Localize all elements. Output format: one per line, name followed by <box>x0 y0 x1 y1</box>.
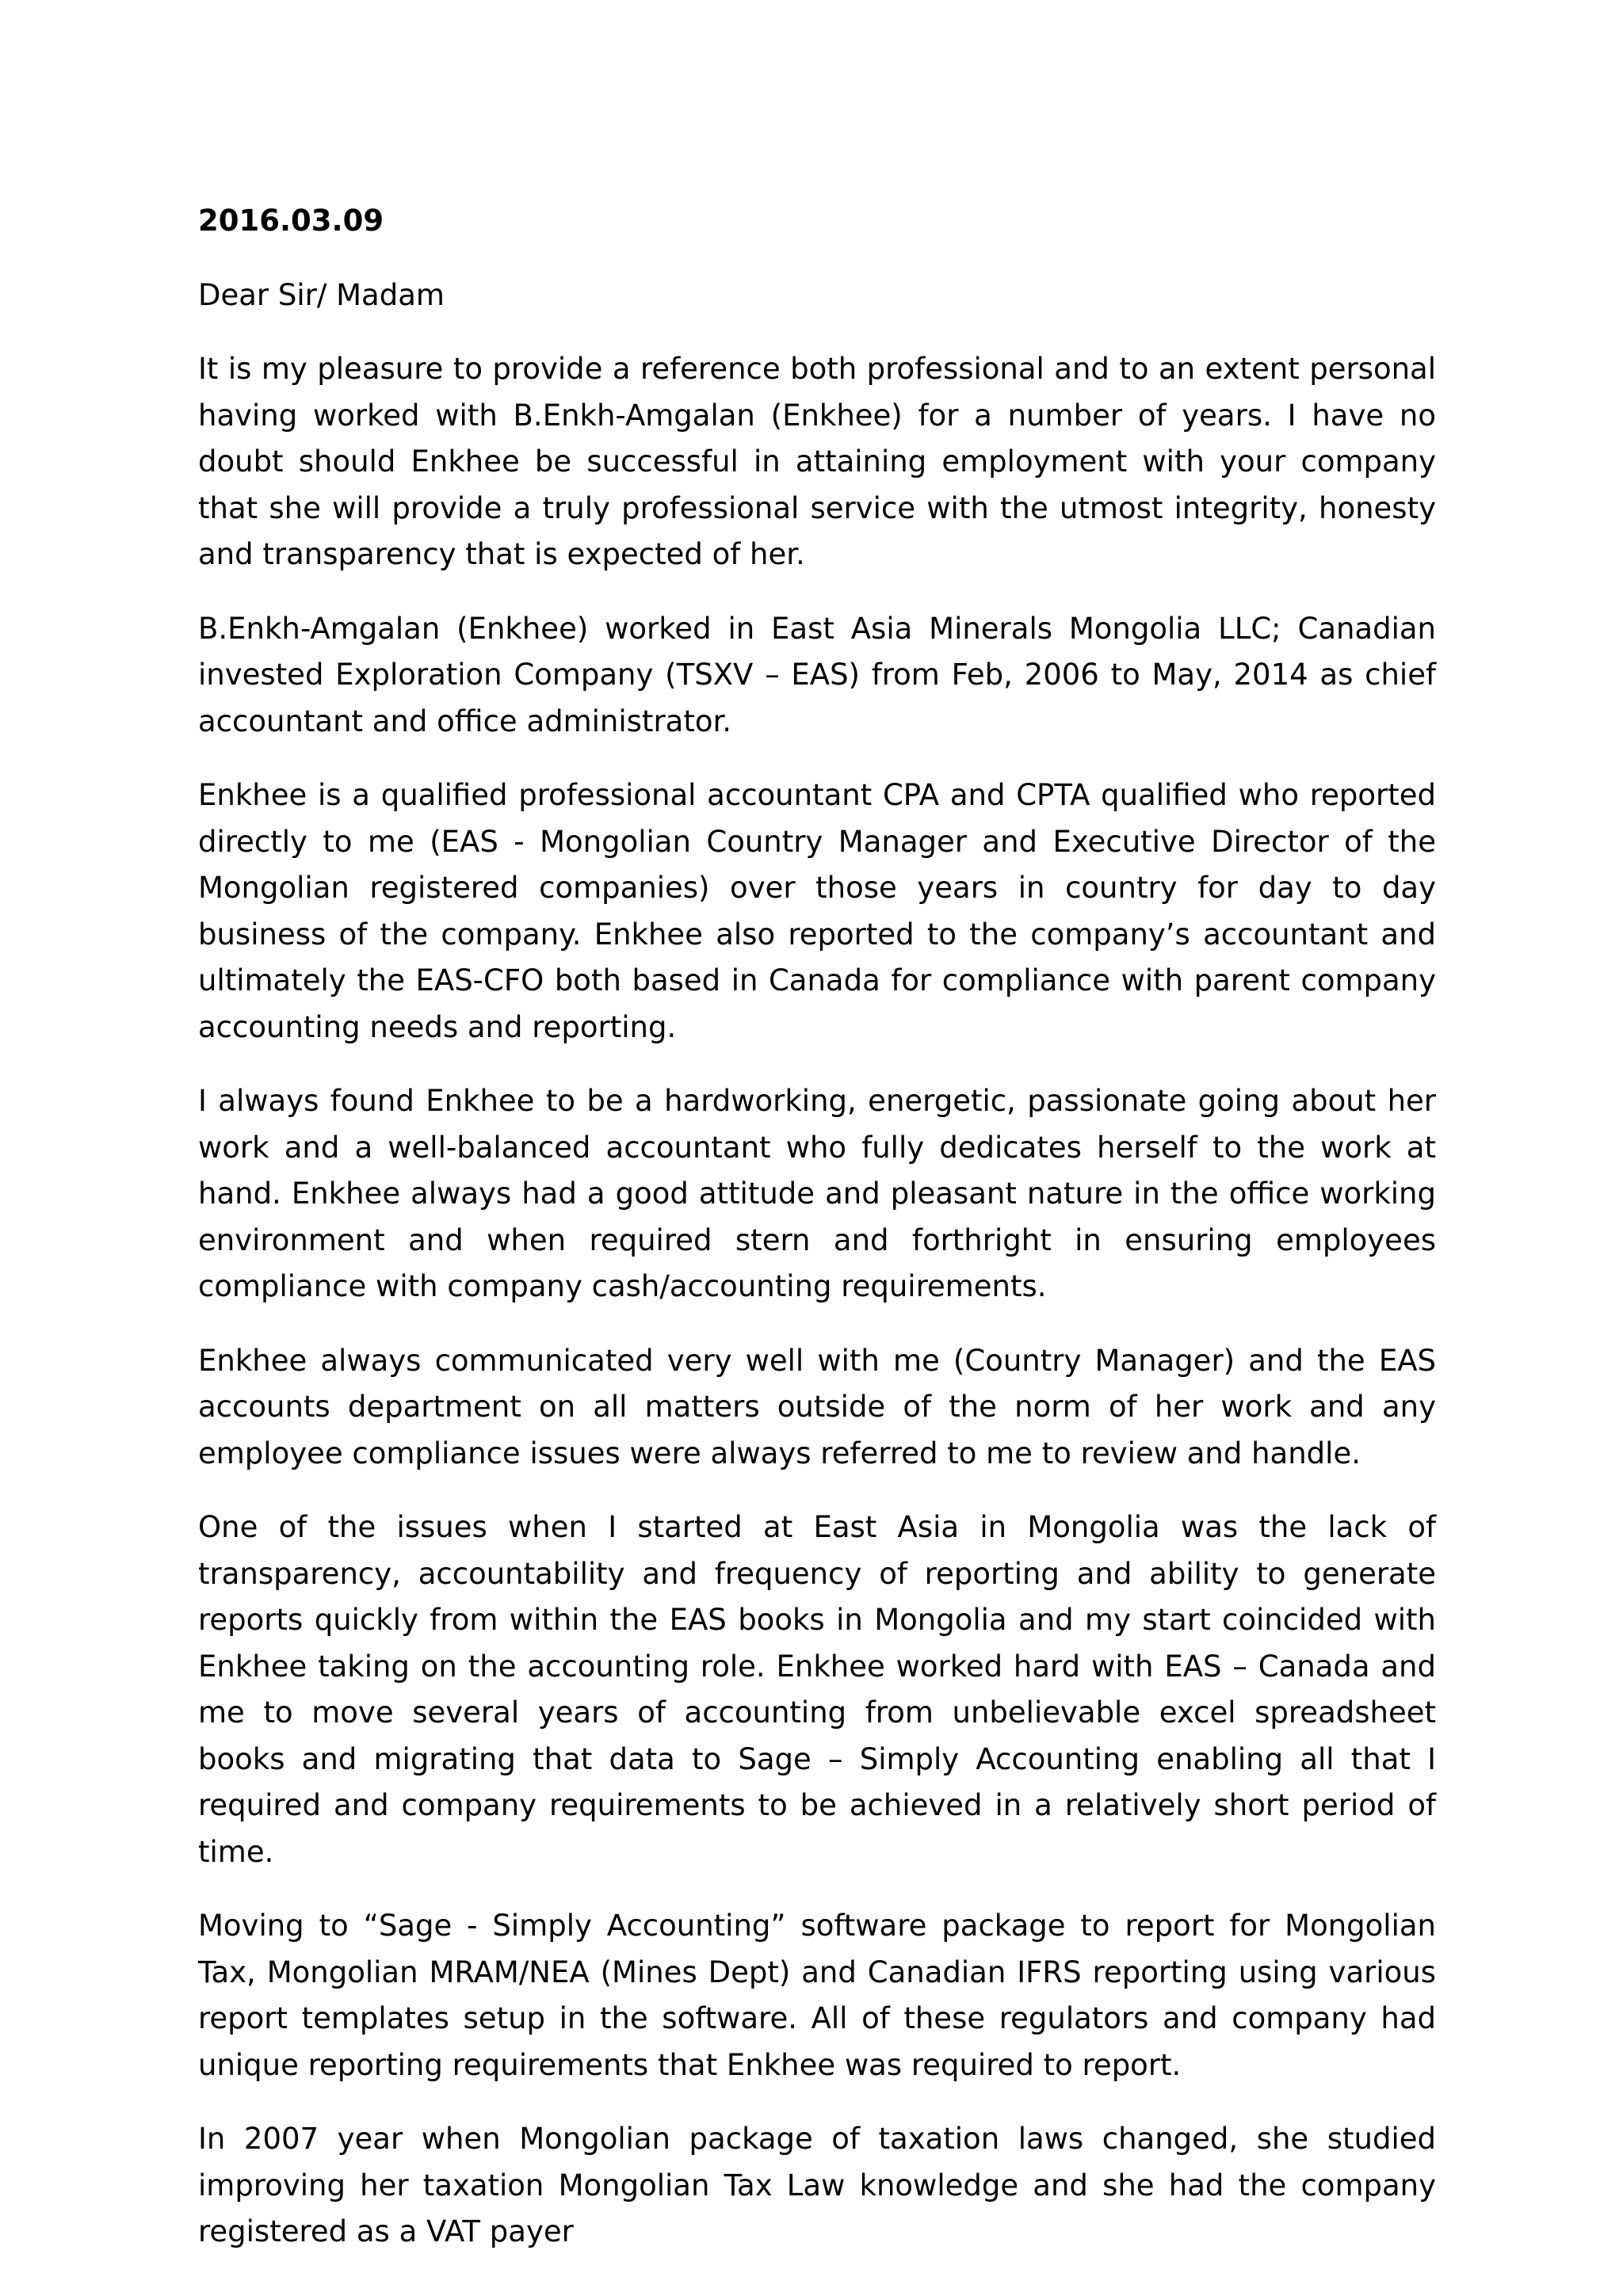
letter-paragraph-7: Moving to “Sage - Simply Accounting” software package to report for Mongolian Tax, Mongolian MRAM/NEA (Mines Dept) and Canadian IFRS reporting using various report templates setup in the software. All of these regulators and company had unique reporting requirements that Enkhee was required to report. <box>198 1909 1436 2082</box>
letter-date: 2016.03.09 <box>198 204 384 238</box>
letter-paragraph-2: B.Enkh-Amgalan (Enkhee) worked in East Asia Minerals Mongolia LLC; Canadian invested Exploration Company (TSXV – EAS) from Feb, 2006 to May, 2014 as chief accountant and office administrator. <box>198 611 1436 738</box>
letter-paragraph-1: It is my pleasure to provide a reference both professional and to an extent personal having worked with B.Enkh-Amgalan (Enkhee) for a number of years. I have no doubt should Enkhee be successful in attaining employment with your company that she will provide a truly professional service with the utmost integrity, honesty and transparency that is expected of her. <box>198 352 1436 571</box>
letter-paragraph-5: Enkhee always communicated very well with me (Country Manager) and the EAS accounts department on all matters outside of the norm of her work and any employee compliance issues were always referred to me to review and handle. <box>198 1343 1436 1470</box>
letter-paragraph-6: One of the issues when I started at East Asia in Mongolia was the lack of transparency, accountability and frequency of reporting and ability to generate reports quickly from within the EAS books in Mongolia and my start coincided with Enkhee taking on the accounting role. Enkhee worked hard with EAS – Canada and me to move several years of accounting from unbelievable excel spreadsheet books and migrating that data to Sage – Simply Accounting enabling all that I required and company requirements to be achieved in a relatively short period of time. <box>198 1510 1436 1869</box>
letter-paragraph-4: I always found Enkhee to be a hardworking, energetic, passionate going about her work and a well-balanced accountant who fully dedicates herself to the work at hand. Enkhee always had a good attitude and pleasant nature in the office working environment and when required stern and forthright in ensuring employees compliance with company cash/accounting requirements. <box>198 1084 1436 1303</box>
letter-salutation: Dear Sir/ Madam <box>198 277 445 312</box>
letter-paragraph-8: In 2007 year when Mongolian package of taxation laws changed, she studied improving her taxation Mongolian Tax Law knowledge and she had the company registered as a VAT payer <box>198 2122 1436 2248</box>
reference-letter <box>198 198 1436 2283</box>
letter-paragraph-3: Enkhee is a qualified professional accountant CPA and CPTA qualified who reported directly to me (EAS - Mongolian Country Manager and Executive Director of the Mongolian registered companies) over those years in country for day to day business of the company. Enkhee also reported to the company’s accountant and ultimately the EAS-CFO both based in Canada for compliance with parent company accounting needs and reporting. <box>198 778 1436 1044</box>
